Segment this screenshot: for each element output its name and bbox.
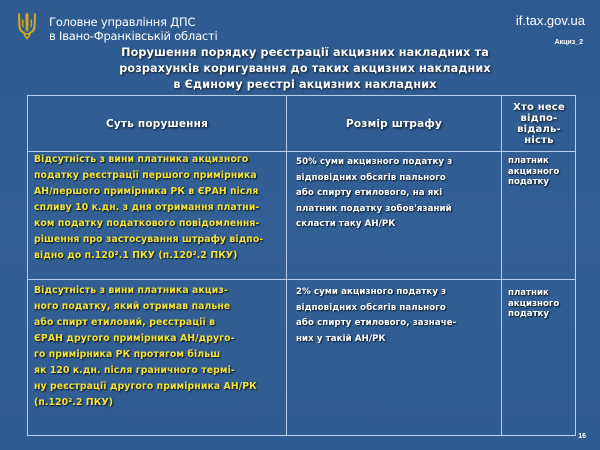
text-line: акцизного bbox=[508, 166, 560, 177]
text-line: платник bbox=[508, 288, 549, 298]
text-line: або спирт етиловий, реєстрації в bbox=[34, 317, 216, 328]
penalties-table bbox=[27, 95, 576, 436]
text-line: ну реєстрації другого примірника АН/РК bbox=[34, 381, 257, 392]
text-line: податку bbox=[508, 177, 549, 187]
column-header-penalty: Розмір штрафу bbox=[345, 117, 443, 130]
text-line: 50% суми акцизного податку з bbox=[296, 157, 453, 167]
column-header-violation: Суть порушення bbox=[105, 117, 209, 130]
text-line: як 120 к.дн. після граничного термі- bbox=[34, 365, 235, 376]
slide-title bbox=[105, 45, 505, 93]
text-line: них у такій АН/РК bbox=[296, 333, 386, 344]
text-line: або спирту етилового, зазначе- bbox=[296, 318, 457, 328]
table-row-2-penalty bbox=[296, 285, 500, 347]
text-line: спливу 10 к.дн. з дня отримання платни- bbox=[34, 202, 260, 213]
page-number: 16 bbox=[578, 433, 586, 440]
text-line: 2% суми акцизного податку з bbox=[296, 287, 447, 297]
title-line1: Порушення порядку реєстрації акцизних накладних та bbox=[121, 46, 489, 59]
text-line: ЄРАН другого примірника АН/друго- bbox=[34, 333, 235, 344]
text-line: ком податку податкового повідомлення- bbox=[34, 218, 260, 229]
text-line: АН/першого примірника РК в ЄРАН після bbox=[34, 186, 259, 197]
text-line: го примірника РК протягом більш bbox=[34, 349, 221, 360]
text-line: ного податку, який отримав пальне bbox=[34, 301, 231, 312]
text-line: відповідних обсягів пального bbox=[296, 172, 446, 183]
text-line: Відсутність з вини платника акциз- bbox=[34, 285, 228, 296]
text-line: рішення про застосування штрафу відпо- bbox=[34, 234, 264, 245]
table-row-1-responsible bbox=[508, 156, 574, 188]
header-line: відаль- bbox=[517, 123, 561, 135]
table-row-2-violation bbox=[34, 283, 284, 411]
text-line: податку bbox=[508, 309, 549, 319]
text-line: або спирту етилового, на які bbox=[296, 188, 443, 198]
trident-icon bbox=[16, 11, 38, 41]
slide-code: Акциз_2 bbox=[554, 39, 583, 46]
header-line: відпо- bbox=[520, 112, 558, 124]
title-line3: в Єдиному реєстрі акцизних накладних bbox=[173, 78, 437, 91]
table-row-1-violation bbox=[34, 152, 284, 264]
website-link[interactable]: if.tax.gov.ua bbox=[515, 13, 585, 28]
row-divider bbox=[28, 279, 575, 280]
header-line: Хто несе bbox=[513, 101, 565, 113]
text-line: податку реєстрації першого примірника bbox=[34, 170, 257, 181]
org-name-line2: в Івано-Франківській області bbox=[49, 29, 218, 43]
table-row-2-responsible bbox=[508, 288, 574, 320]
column-header-responsible bbox=[502, 96, 576, 151]
text-line: відповідних обсягів пального bbox=[296, 302, 446, 313]
text-line: платник податку зобов'язаний bbox=[296, 203, 452, 214]
header-line: ність bbox=[524, 134, 554, 146]
text-line: платник bbox=[508, 156, 549, 166]
text-line: Відсутність з вини платника акцизного bbox=[34, 154, 249, 165]
org-name-line1: Головне управління ДПС bbox=[49, 15, 196, 29]
table-row-1-penalty bbox=[296, 155, 500, 233]
text-line: скласти таку АН/РК bbox=[296, 219, 396, 229]
text-line: (п.120².2 ПКУ) bbox=[34, 397, 114, 408]
title-line2: розрахунків коригування до таких акцизних накладних bbox=[119, 62, 491, 75]
text-line: відно до п.120².1 ПКУ (п.120².2 ПКУ) bbox=[34, 250, 238, 261]
text-line: акцизного bbox=[508, 298, 560, 309]
organization-name bbox=[49, 15, 218, 43]
